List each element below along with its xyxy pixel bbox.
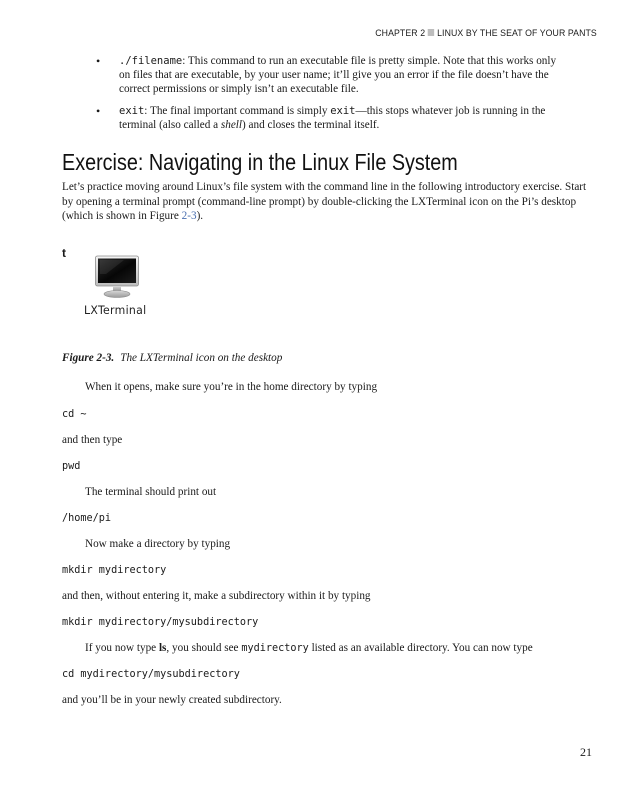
bullet-text: : This command to run an executable file is pretty simple. Note that this works only — [182, 55, 557, 67]
body-paragraph: and then type — [62, 434, 123, 446]
bullet-dot-icon: • — [96, 103, 101, 118]
body-text: , you should see — [166, 642, 242, 654]
body-paragraph: and then, without entering it, make a subdirectory within it by typing — [62, 590, 371, 602]
bullet-text: terminal (also called a — [119, 118, 221, 131]
intro-line: by opening a terminal prompt (command-line prompt) by double-clicking the LXTerminal icon on the Pi’s desktop — [62, 195, 577, 208]
body-text: If you now type — [85, 642, 159, 654]
intro-line: ). — [196, 210, 204, 222]
bullet-filename — [92, 54, 562, 97]
body-paragraph — [62, 642, 533, 654]
body-text: listed as an available directory. You can now type — [308, 642, 533, 654]
bullet-dot-icon: • — [96, 54, 101, 68]
body-paragraph: When it opens, make sure you’re in the home directory by typing — [85, 381, 378, 393]
bullet-text: : The final important command is simply — [144, 104, 331, 117]
figure-caption-text: The LXTerminal icon on the desktop — [120, 352, 283, 364]
inline-command-bold: ls — [158, 642, 167, 654]
figure-number: Figure 2-3. — [62, 352, 115, 364]
figure-xref-link[interactable]: 2-3 — [181, 210, 197, 222]
bullet-text: —this stops whatever job is running in the — [355, 104, 546, 117]
inline-code: mydirectory — [241, 643, 309, 654]
figure-caption — [62, 352, 282, 364]
code-line: cd mydirectory/mysubdirectory — [62, 669, 240, 680]
intro-line: (which is shown in Figure — [62, 210, 182, 222]
section-heading: Exercise: Navigating in the Linux File System — [62, 149, 458, 175]
intro-line: Let’s practice moving around Linux’s file system with the command line in the following introductory exercise. Start — [62, 181, 587, 193]
command-bullet-list — [92, 54, 562, 139]
code-line: /home/pi — [62, 513, 112, 524]
bullet-exit — [92, 104, 562, 132]
lxterminal-icon[interactable] — [94, 254, 140, 302]
code-line: cd ~ — [62, 409, 87, 420]
emphasis: shell — [220, 118, 243, 131]
bullet-text: ) and closes the terminal itself. — [242, 118, 380, 131]
bullet-term: ./filename — [119, 55, 183, 67]
code-line: mkdir mydirectory — [62, 565, 167, 576]
body-paragraph: Now make a directory by typing — [85, 538, 231, 550]
page-number: 21 — [580, 745, 592, 759]
separator-square-icon — [428, 29, 434, 36]
code-line: mkdir mydirectory/mysubdirectory — [62, 617, 259, 628]
inline-code: exit — [330, 104, 356, 117]
chapter-number: CHAPTER 2 — [375, 28, 426, 39]
body-paragraph: The terminal should print out — [85, 486, 217, 498]
intro-paragraph — [62, 180, 592, 224]
bullet-text: on files that are executable, by your user name; it’ll give you an error if the file doesn’t have the — [119, 69, 549, 82]
figure-cropped-text: t — [62, 246, 66, 260]
chapter-title: LINUX BY THE SEAT OF YOUR PANTS — [437, 28, 597, 39]
code-line: pwd — [62, 461, 81, 472]
bullet-term: exit — [119, 104, 145, 117]
running-head — [375, 28, 597, 39]
lxterminal-icon-label: LXTerminal — [84, 303, 147, 317]
bullet-text: correct permissions or simply isn’t an executable file. — [119, 83, 359, 96]
body-paragraph: and you’ll be in your newly created subdirectory. — [62, 694, 282, 706]
